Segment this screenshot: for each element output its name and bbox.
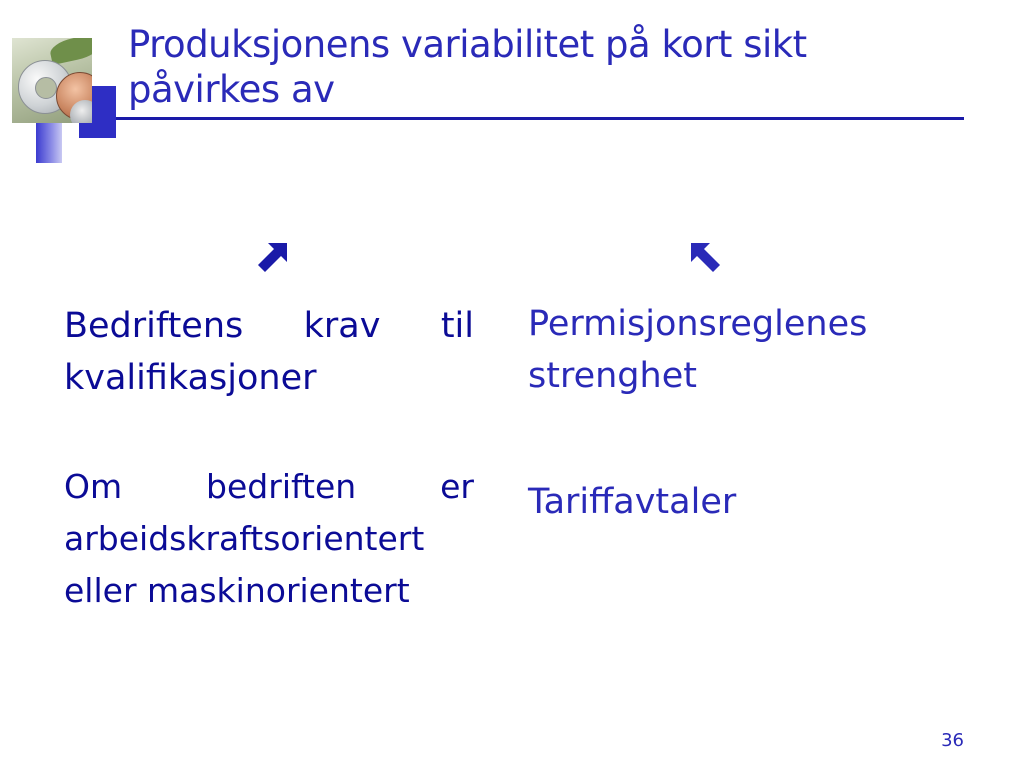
right-item-leave-rules: Permisjonsreglenes strenghet (528, 304, 868, 396)
arrow-up-right-icon (256, 238, 290, 272)
left-column (64, 300, 474, 617)
slide-title-line-1: Produksjonens variabilitet på kort sikt (128, 23, 807, 66)
arrow-up-left-icon (688, 238, 722, 272)
slide-number: 36 (941, 730, 964, 751)
slide-title (128, 22, 968, 112)
right-item-tariff: Tariffavtaler (528, 482, 737, 522)
title-underline (116, 117, 964, 120)
left-item-orientation: Om bedriften er arbeidskraftsorientert eller maskinorientert (64, 467, 474, 610)
corner-bar-gradient (36, 123, 62, 163)
coins-image (12, 38, 92, 123)
left-item-qualifications: Bedriftens krav til kvalifikasjoner (64, 306, 474, 398)
right-column (528, 298, 968, 528)
slide-title-line-2: påvirkes av (128, 68, 335, 111)
